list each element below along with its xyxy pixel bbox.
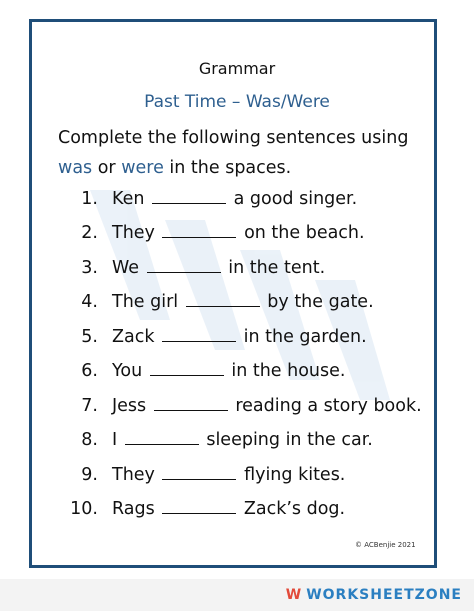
sentence-end: by the gate. bbox=[267, 292, 374, 312]
sentence-start: Jess bbox=[112, 396, 147, 416]
instructions-part2: in the spaces. bbox=[163, 158, 292, 178]
sentence-end: a good singer. bbox=[233, 189, 358, 209]
sentence-start: They bbox=[112, 223, 155, 243]
sentence-start: The girl bbox=[112, 292, 179, 312]
sentence bbox=[112, 499, 345, 519]
item-number: 3. bbox=[81, 258, 98, 278]
sentence-end: flying kites. bbox=[244, 465, 346, 485]
sentence-start: You bbox=[112, 361, 143, 381]
item-number: 4. bbox=[81, 292, 98, 312]
w-logo-icon: W bbox=[285, 587, 303, 603]
sentence-end: on the beach. bbox=[244, 223, 365, 243]
sentence-start: Rags bbox=[112, 499, 155, 519]
brand-name-part1: WORKSHEET bbox=[306, 587, 415, 603]
sentence bbox=[112, 396, 422, 416]
answer-blank[interactable] bbox=[147, 258, 221, 273]
sentence-start: Ken bbox=[112, 189, 145, 209]
sentence bbox=[112, 258, 325, 278]
item-number: 5. bbox=[81, 327, 98, 347]
answer-blank[interactable] bbox=[162, 465, 236, 480]
brand-name-part2: ZONE bbox=[414, 587, 462, 603]
sentence-start: We bbox=[112, 258, 140, 278]
copyright-notice: © ACBenjie 2021 bbox=[355, 541, 416, 549]
worksheet-subtitle: Past Time – Was/Were bbox=[144, 92, 330, 112]
answer-blank[interactable] bbox=[150, 361, 224, 376]
sentence-end: reading a story book. bbox=[235, 396, 422, 416]
instructions-mid: or bbox=[92, 158, 122, 178]
sentence bbox=[112, 189, 357, 209]
item-number: 2. bbox=[81, 223, 98, 243]
answer-blank[interactable] bbox=[125, 430, 199, 445]
sentence-start: Zack bbox=[112, 327, 155, 347]
sentence-end: sleeping in the car. bbox=[206, 430, 373, 450]
keyword-were: were bbox=[121, 158, 164, 178]
answer-blank[interactable] bbox=[162, 499, 236, 514]
item-number: 9. bbox=[81, 465, 98, 485]
answer-blank[interactable] bbox=[152, 189, 226, 204]
answer-blank[interactable] bbox=[154, 396, 228, 411]
brand-logo[interactable] bbox=[286, 587, 462, 603]
footer-bar bbox=[0, 579, 474, 611]
sentence bbox=[112, 465, 345, 485]
item-number: 6. bbox=[81, 361, 98, 381]
item-number: 1. bbox=[81, 189, 98, 209]
instructions bbox=[58, 123, 418, 183]
sentence-end: in the house. bbox=[231, 361, 346, 381]
sentence-end: in the garden. bbox=[243, 327, 367, 347]
worksheet-title: Grammar bbox=[198, 59, 276, 78]
answer-blank[interactable] bbox=[186, 292, 260, 307]
sentence bbox=[112, 361, 345, 381]
sentence-start: I bbox=[112, 430, 118, 450]
sentence-start: They bbox=[112, 465, 155, 485]
item-number: 10. bbox=[70, 499, 98, 519]
answer-blank[interactable] bbox=[162, 327, 236, 342]
sentence bbox=[112, 223, 365, 243]
sentence-end: Zack’s dog. bbox=[243, 499, 346, 519]
item-number: 7. bbox=[81, 396, 98, 416]
answer-blank[interactable] bbox=[162, 223, 236, 238]
sentence bbox=[112, 430, 373, 450]
instructions-part1: Complete the following sentences using bbox=[58, 128, 409, 148]
sentence-end: in the tent. bbox=[228, 258, 326, 278]
sentence bbox=[112, 327, 367, 347]
sentence bbox=[112, 292, 374, 312]
keyword-was: was bbox=[58, 158, 93, 178]
item-number: 8. bbox=[81, 430, 98, 450]
